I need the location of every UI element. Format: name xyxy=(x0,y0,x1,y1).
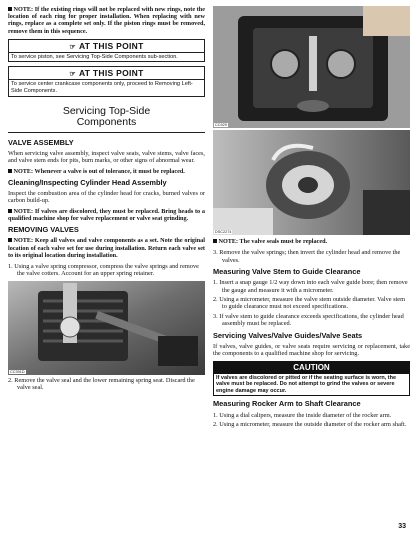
servicing-seats-text: If valves, valve guides, or valve seats require servicing or replacement, take the components to a qualified machine shop for servicing. xyxy=(213,342,410,358)
measuring-stem-steps xyxy=(213,279,410,327)
removing-steps-continued xyxy=(8,377,205,392)
pointing-hand-icon: ☞ xyxy=(69,43,76,51)
note-piston-rings: NOTE: If the existing rings will not be replaced with new rings, note the location of each ring for proper installation. When replacing with new rings, replace as a complete set only. If the piston rings must be removed, remove them in this sequence. xyxy=(8,6,205,35)
left-column xyxy=(8,6,205,395)
heading-cleaning: Cleaning/Inspecting Cylinder Head Assembly xyxy=(8,177,167,187)
photo-valve-spring-compressor xyxy=(8,281,205,375)
list-item: 3. If valve stem to guide clearance exceeds specifications, the cylinder head assembly must be replaced. xyxy=(213,312,404,328)
list-item: 1. Using a valve spring compressor, compress the valve springs and remove the valve cotters. Account for an upper spring retainer. xyxy=(8,263,199,278)
photo-caption: CC391D xyxy=(10,369,25,374)
note-valve-sets: NOTE: Keep all valves and valve components as a set. Note the original location of each valve set for use during installation. Return each valve set to its original location during installation. xyxy=(8,237,205,259)
photo-caption: CC929 xyxy=(215,123,227,127)
page-number: 33 xyxy=(398,523,406,530)
list-item: 3. Remove the valve springs; then invert the cylinder head and remove the valves. xyxy=(213,249,401,264)
list-item: 2. Using a micrometer, measure the outside diameter of the rocker arm shaft. xyxy=(213,421,407,429)
heading-servicing-seats: Servicing Valves/Valve Guides/Valve Seats xyxy=(213,330,363,340)
photo-cylinder-head xyxy=(213,6,410,128)
caution-text: If valves are discolored or pitted or if the seating surface is worn, the valve must be replaced. Do not attempt to grind the valves or severe engine damage may occur. xyxy=(213,374,410,397)
photo-caption: DSC2274 xyxy=(215,230,232,234)
note-bullet-icon xyxy=(8,7,12,11)
heading-measuring-stem: Measuring Valve Stem to Guide Clearance xyxy=(213,267,361,277)
list-item: 1. Insert a snap gauge 1/2 way down into each valve guide bore; then remove the gauge and measure it with a micrometer. xyxy=(213,279,408,294)
note-valve-seals: NOTE: The valve seals must be replaced. xyxy=(213,238,410,245)
right-column xyxy=(213,6,410,431)
note-discolored: NOTE: If valves are discolored, they must be replaced. Bring heads to a qualified machine shop for valve replacement or valve seat grinding. xyxy=(8,207,205,223)
cylinder-head-photo-illustration xyxy=(213,6,410,128)
valve-assembly-text: When servicing valve assembly, inspect valve seats, valve stems, valve faces, and valve stem ends for pits, burn marks, or other signs of abnormal wear. xyxy=(8,149,205,165)
box-text: To service piston, see Servicing Top-Side Components sub-section. xyxy=(11,53,178,60)
list-item: 1. Using a dial calipers, measure the inside diameter of the rocker arm. xyxy=(213,411,392,419)
photo-valve-seal xyxy=(213,130,410,235)
removing-steps xyxy=(8,263,205,278)
section-title: Servicing Top-Side Components xyxy=(62,104,151,129)
removing-steps-step3 xyxy=(213,249,410,264)
heading-rocker-arm: Measuring Rocker Arm to Shaft Clearance xyxy=(213,399,361,409)
section-rule xyxy=(8,132,205,133)
note-tolerance: NOTE: Whenever a valve is out of tolerance, it must be replaced. xyxy=(8,168,205,175)
caution-box xyxy=(213,361,410,397)
heading-valve-assembly: VALVE ASSEMBLY xyxy=(8,137,74,147)
at-this-point-box-1 xyxy=(8,39,205,63)
heading-removing-valves: REMOVING VALVES xyxy=(8,225,79,235)
note-bullet-icon xyxy=(8,209,12,213)
valve-seal-photo-illustration xyxy=(213,130,410,235)
box-heading: AT THIS POINT xyxy=(78,40,144,51)
cleaning-text: Inspect the combustion area of the cylinder head for cracks, burned valves or carbon build-up. xyxy=(8,190,205,205)
pointing-hand-icon: ☞ xyxy=(69,71,76,79)
note-bullet-icon xyxy=(8,169,12,173)
rocker-arm-steps xyxy=(213,412,410,429)
at-this-point-box-2 xyxy=(8,66,205,96)
list-item: 2. Using a micrometer, measure the valve stem outside diameter. Valve stem to guide clearance must not exceed specifications. xyxy=(213,296,405,311)
box-heading: AT THIS POINT xyxy=(78,68,144,79)
caution-heading: CAUTION xyxy=(213,361,410,374)
box-text: To service center crankcase components only, proceed to Removing Left-Side Components. xyxy=(11,81,193,94)
note-bullet-icon xyxy=(8,238,12,242)
note-bullet-icon xyxy=(213,239,217,243)
engine-photo-illustration xyxy=(8,281,205,375)
list-item: 2. Remove the valve seal and the lower remaining spring seat. Discard the valve seal. xyxy=(8,376,195,392)
